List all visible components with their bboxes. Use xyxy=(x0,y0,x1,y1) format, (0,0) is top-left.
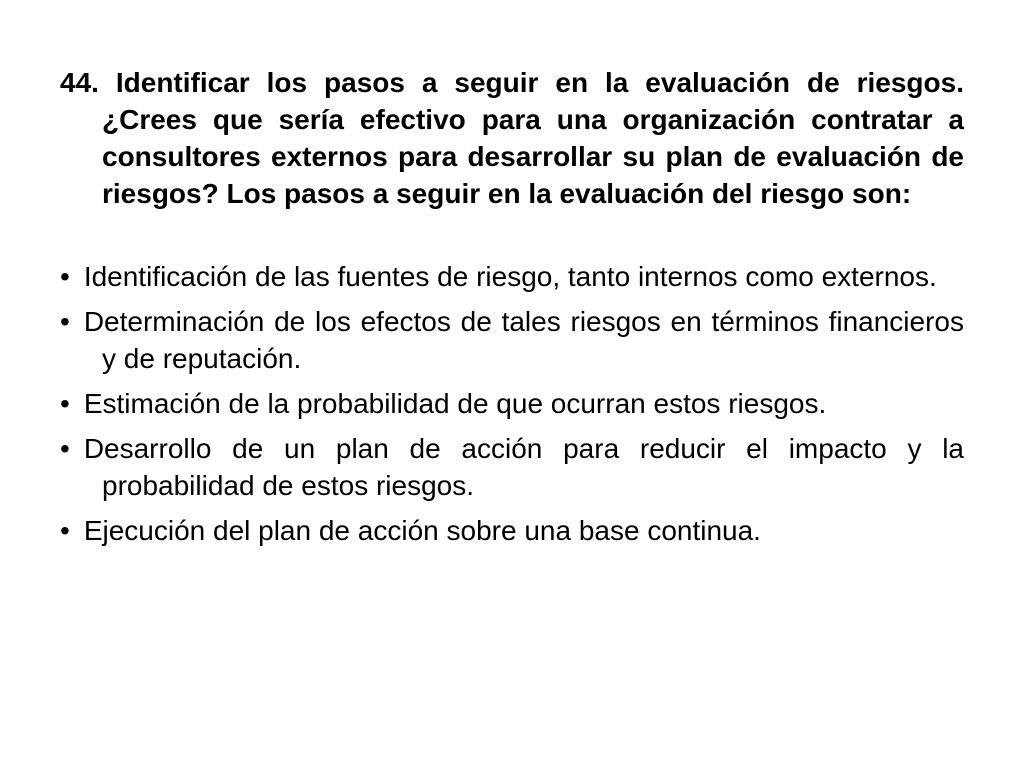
bullet-item-2 xyxy=(60,303,964,377)
bullet-marker: • xyxy=(60,261,70,292)
bullet-item-5 xyxy=(60,512,964,549)
bullet-text: Identificación de las fuentes de riesgo, tanto internos como externos. xyxy=(83,261,937,292)
risk-assessment-steps-list xyxy=(60,258,964,549)
bullet-text: Desarrollo de un plan de acción para reducir el impacto y la probabilidad de estos riesgos. xyxy=(83,433,964,501)
question-heading: 44. Identificar los pasos a seguir en la evaluación de riesgos. ¿Crees que sería efectivo para una organización contratar a consultores externos para desarrollar su plan de evaluación de riesgos? Los pasos a seguir en la evaluación del riesgo son: xyxy=(60,67,964,209)
bullet-item-1 xyxy=(60,258,964,295)
bullet-item-4 xyxy=(60,430,964,504)
bullet-text: Estimación de la probabilidad de que ocurran estos riesgos. xyxy=(83,388,827,419)
bullet-marker: • xyxy=(60,306,70,337)
bullet-text: Determinación de los efectos de tales riesgos en términos financieros y de reputación. xyxy=(83,306,964,374)
bullet-text: Ejecución del plan de acción sobre una base continua. xyxy=(83,515,761,546)
bullet-marker: • xyxy=(60,515,70,546)
slide-content xyxy=(60,64,964,557)
bullet-item-3 xyxy=(60,385,964,422)
bullet-marker: • xyxy=(60,433,70,464)
bullet-marker: • xyxy=(60,388,70,419)
